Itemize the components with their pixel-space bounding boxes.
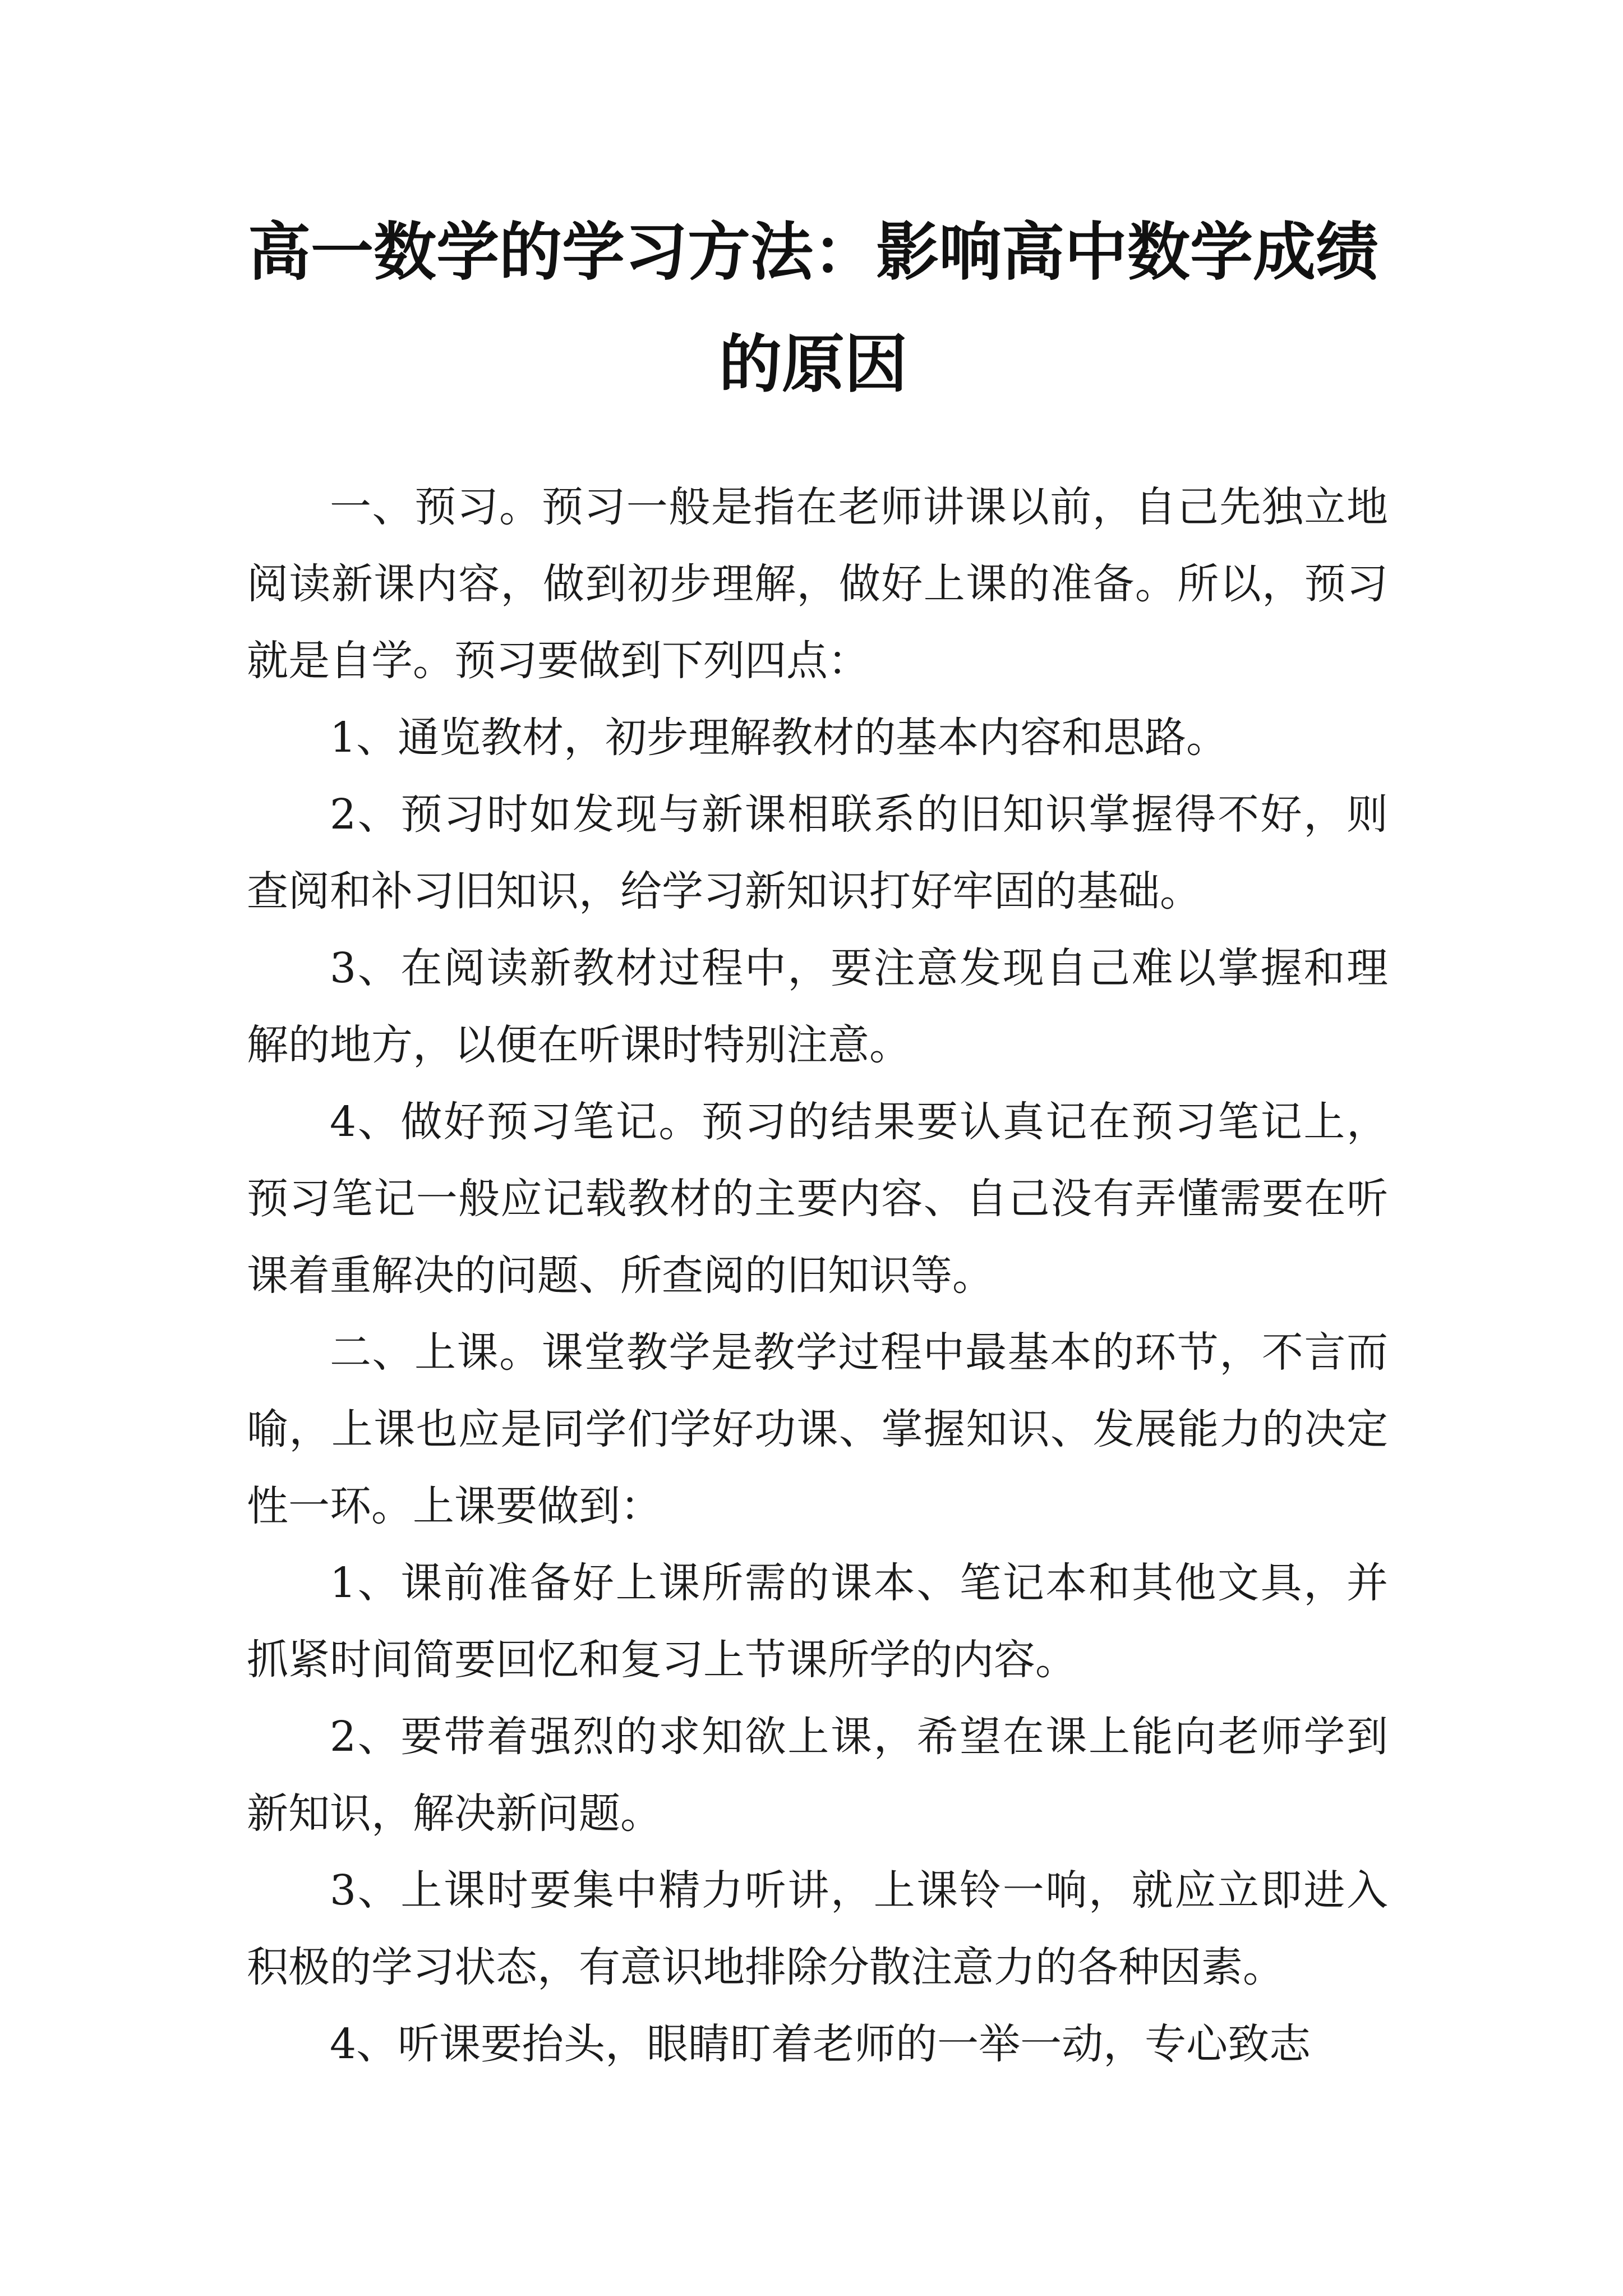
paragraph-class-2: 2、要带着强烈的求知欲上课，希望在课上能向老师学到新知识，解决新问题。 bbox=[247, 1713, 1388, 1838]
paragraph-class-4: 4、听课要抬头，眼睛盯着老师的一举一动，专心致志 bbox=[330, 2020, 1311, 2068]
paragraph-preview-2: 2、预习时如发现与新课相联系的旧知识掌握得不好，则查阅和补习旧知识，给学习新知识打好牢固的基础。 bbox=[247, 790, 1388, 915]
paragraph-preview-1: 1、通览教材，初步理解教材的基本内容和思路。 bbox=[330, 714, 1228, 762]
document-title: 高一数学的学习方法：影响高中数学成绩的原因 bbox=[248, 216, 1378, 401]
paragraph-class-intro: 二、上课。课堂教学是教学过程中最基本的环节，不言而喻，上课也应是同学们学好功课、掌握知识、发展能力的决定性一环。上课要做到： bbox=[247, 1328, 1388, 1530]
paragraph-class-1: 1、课前准备好上课所需的课本、笔记本和其他文具，并抓紧时间简要回忆和复习上节课所学的内容。 bbox=[247, 1559, 1388, 1684]
paragraph-preview-4: 4、做好预习笔记。预习的结果要认真记在预习笔记上，预习笔记一般应记载教材的主要内容、自己没有弄懂需要在听课着重解决的问题、所查阅的旧知识等。 bbox=[247, 1098, 1388, 1300]
document-body bbox=[247, 469, 1388, 2083]
paragraph-preview-intro: 一、预习。预习一般是指在老师讲课以前，自己先独立地阅读新课内容，做到初步理解，做好上课的准备。所以，预习就是自学。预习要做到下列四点： bbox=[247, 483, 1388, 685]
paragraph-preview-3: 3、在阅读新教材过程中，要注意发现自己难以掌握和理解的地方，以便在听课时特别注意。 bbox=[247, 944, 1388, 1069]
paragraph-class-3: 3、上课时要集中精力听讲，上课铃一响，就应立即进入积极的学习状态，有意识地排除分散注意力的各种因素。 bbox=[247, 1866, 1388, 1991]
